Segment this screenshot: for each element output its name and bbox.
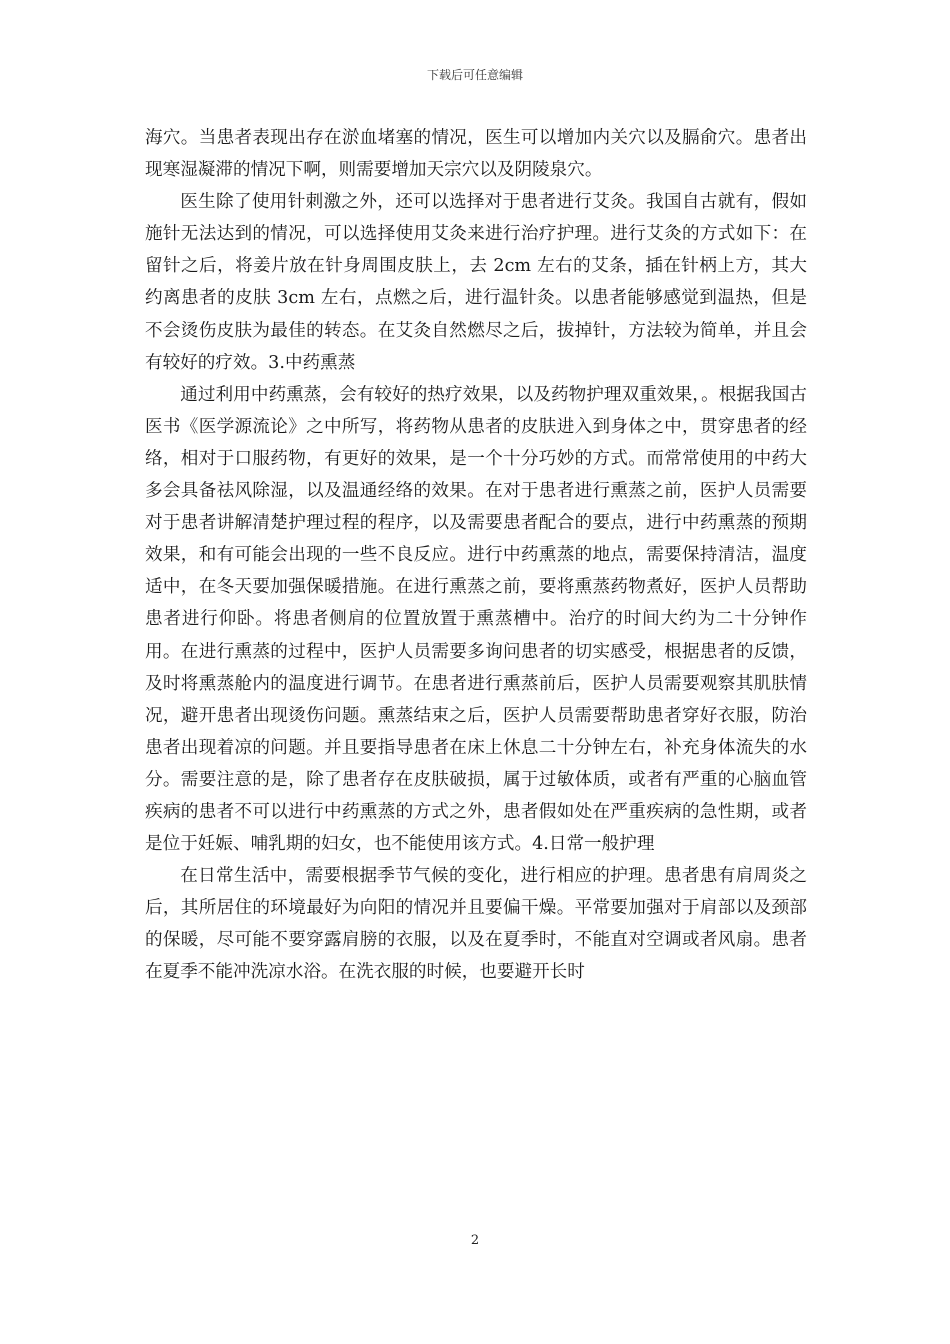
paragraph-1: 海穴。当患者表现出存在淤血堵塞的情况，医生可以增加内关穴以及膈俞穴。患者出现寒湿凝滞的情况下啊，则需要增加天宗穴以及阴陵泉穴。 [145, 128, 807, 181]
paragraph-3: 通过利用中药熏蒸，会有较好的热疗效果，以及药物护理双重效果，。根据我国古医书《医学源流论》之中所写，将药物从患者的皮肤进入到身体之中，贯穿患者的经络，相对于口服药物，有更好的效果，是一个十分巧妙的方式。而常常使用的中药大多会具备祛风除湿，以及温通经络的效果。在对于患者进行熏蒸之前，医护人员需要对于患者讲解清楚护理过程的程序，以及需要患者配合的要点，进行中药熏蒸的预期效果，和有可能会出现的一些不良反应。进行中药熏蒸的地点，需要保持清洁，温度适中，在冬天要加强保暖措施。在进行熏蒸之前，要将熏蒸药物煮好，医护人员帮助患者进行仰卧。将患者侧肩的位置放置于熏蒸槽中。治疗的时间大约为二十分钟作用。在进行熏蒸的过程中，医护人员需要多询问患者的切实感受，根据患者的反馈，及时将熏蒸舱内的温度进行调节。在患者进行熏蒸前后，医护人员需要观察其肌肤情况，避开患者出现烫伤问题。熏蒸结束之后，医护人员需要帮助患者穿好衣服，防治患者出现着凉的问题。并且要指导患者在床上休息二十分钟左右，补充身体流失的水分。需要注意的是，除了患者存在皮肤破损，属于过敏体质，或者有严重的心脑血管疾病的患者不可以进行中药熏蒸的方式之外，患者假如处在严重疾病的急性期，或者是位于妊娠、哺乳期的妇女，也不能使用该方式。4.日常一般护理 [145, 384, 807, 855]
paragraph-2: 医生除了使用针刺激之外，还可以选择对于患者进行艾灸。我国自古就有，假如施针无法达到的情况，可以选择使用艾灸来进行治疗护理。进行艾灸的方式如下：在留针之后，将姜片放在针身周围皮肤上，去 2cm 左右的艾条，插在针柄上方，其大约离患者的皮肤 3cm 左右，点燃之后，进行温针灸。以患者能够感觉到温热，但是不会烫伤皮肤为最佳的转态。在艾灸自然燃尽之后，拔掉针，方法较为简单，并且会有较好的疗效。3.中药熏蒸 [145, 192, 807, 373]
paragraph-4: 在日常生活中，需要根据季节气候的变化，进行相应的护理。患者患有肩周炎之后，其所居住的环境最好为向阳的情况并且要偏干燥。平常要加强对于肩部以及颈部的保暖，尽可能不要穿露肩膀的衣服，以及在夏季时，不能直对空调或者风扇。患者在夏季不能冲洗凉水浴。在洗衣服的时候，也要避开长时 [145, 866, 807, 983]
page-number: 2 [470, 1233, 480, 1248]
document-body [145, 122, 807, 989]
page-header: 下载后可任意编辑 [426, 68, 523, 82]
